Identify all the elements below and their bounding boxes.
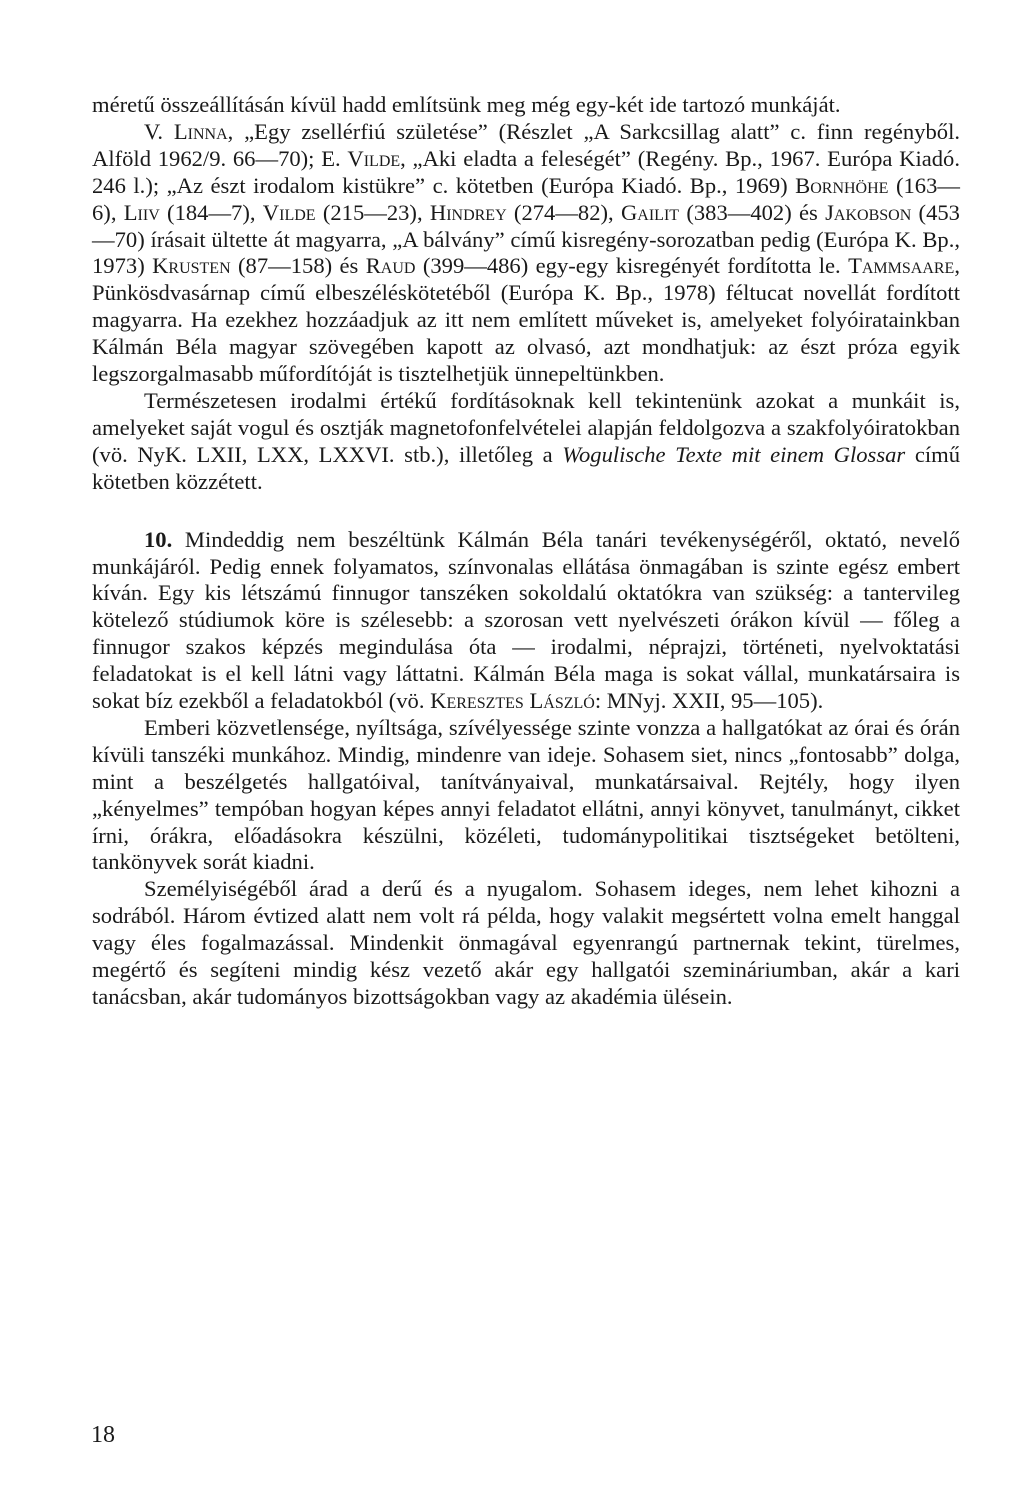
author-name: Vilde xyxy=(262,199,316,225)
paragraph-continuation: méretű összeállításán kívül hadd említsünk meg még egy-két ide tartozó munkáját. xyxy=(92,92,841,117)
author-name: Krusten xyxy=(152,253,231,279)
page-body-text xyxy=(92,92,960,1011)
author-name: Liiv xyxy=(123,199,160,225)
author-name: Bornhöhe xyxy=(795,172,889,198)
author-name: Raud xyxy=(365,253,416,279)
author-name: Tammsaare xyxy=(848,253,955,279)
book-title: Wogulische Texte mit einem Glossar xyxy=(562,441,906,467)
author-name: Gailit xyxy=(620,199,680,225)
section-number: 10. xyxy=(144,526,173,552)
author-name: Linna xyxy=(173,118,228,144)
page-number: 18 xyxy=(91,1422,115,1448)
paragraph-scholarly-translations: Természetesen irodalmi értékű fordításoknak kell tekintenünk azokat a munkáit is, amelyeket saját vogul és osztják magnetofonfelvételei alapján feldolgozva a szakfolyóiratokban (vö. NyK. LXII, LXX, LXXVI. stb.), illetőleg a Wogulische Texte mit einem Glossar című kötetben közzétett. xyxy=(92,387,960,494)
author-name: Jakobson xyxy=(825,199,912,225)
author-name: Keresztes László xyxy=(430,688,595,714)
paragraph-serenity: Személyiségéből árad a derű és a nyugalom. Sohasem ideges, nem lehet kihozni a sodrából. Három évtized alatt nem volt rá példa, hogy valakit megsértett volna emelt hanggal vagy éles fogalmazással. Mindenkit önmagával egyenrangú partnernak tekint, türelmes, megértő és segíteni mindig kész vezető akár egy hallgatói szemináriumban, akár a kari tanácsban, akár tudományos bizottságokban vagy az akadémia ülésein. xyxy=(92,876,960,1009)
paragraph-section-10: 10. Mindeddig nem beszéltünk Kálmán Béla tanári tevékenységéről, oktató, nevelő munkájáról. Pedig ennek folyamatos, színvonalas ellátása önmagában is szinte egész embert kíván. Egy kis létszámú finnugor tanszéken sokoldalú oktatókra van szükség: a tantervileg kötelező stúdiumok köre is szélesebb: a szorosan vett nyelvészeti órákon kívül — főleg a finnugor szakos képzés megindulása óta — irodalmi, néprajzi, történeti, nyelvoktatási feladatokat is el kell látni vagy láttatni. Kálmán Béla maga is sokat vállal, munkatársaira is sokat bíz ezekből a feladatokból (vö. Keresztes László: MNyj. XXII, 95—105). xyxy=(92,526,960,714)
author-name: Hindrey xyxy=(429,199,507,225)
paragraph-translations: V. Linna, „Egy zsellérfiú születése” (Részlet „A Sarkcsillag alatt” c. finn regényből. Alföld 1962/9. 66—70); E. Vilde, „Aki eladta a feleségét” (Regény. Bp., 1967. Európa Kiadó. 246 l.); „Az észt irodalom kistükre” c. kötetben (Európa Kiadó. Bp., 1969) Bornhöhe (163—6), Liiv (184—7), Vilde (215—23), Hindrey (274—82), Gailit (383—402) és Jakobson (453—70) írásait ültette át magyarra, „A bálvány” című kisregény-sorozatban pedig (Európa K. Bp., 1973) Krusten (87—158) és Raud (399—486) egy-egy kisregényét fordította le. Tammsaare, Pünkösdvasárnap című elbeszéléskötetéből (Európa K. Bp., 1978) féltucat novellát fordított magyarra. Ha ezekhez hozzáadjuk az itt nem említett műveket is, amelyeket folyóiratainkban Kálmán Béla magyar szövegében kapott az olvasó, azt mondhatjuk: az észt próza egyik legszorgalmasabb műfordítóját is tisztelhetjük ünnepeltünkben. xyxy=(92,118,961,387)
paragraph-personality: Emberi közvetlensége, nyíltsága, szívélyessége szinte vonzza a hallgatókat az órai és órán kívüli tanszéki munkához. Mindig, mindenre van ideje. Sohasem siet, nincs „fontosabb” dolga, mint a beszélgetés hallgatóival, tanítványaival, munkatársaival. Rejtély, hogy ilyen „kényelmes” tempóban hogyan képes annyi feladatot ellátni, annyi könyvet, tanulmányt, cikket írni, órákra, előadásokra készülni, közéleti, tudománypolitikai tisztségeket betölteni, tankönyvek sorát kiadni. xyxy=(92,714,960,875)
author-name: Vilde xyxy=(347,145,401,171)
